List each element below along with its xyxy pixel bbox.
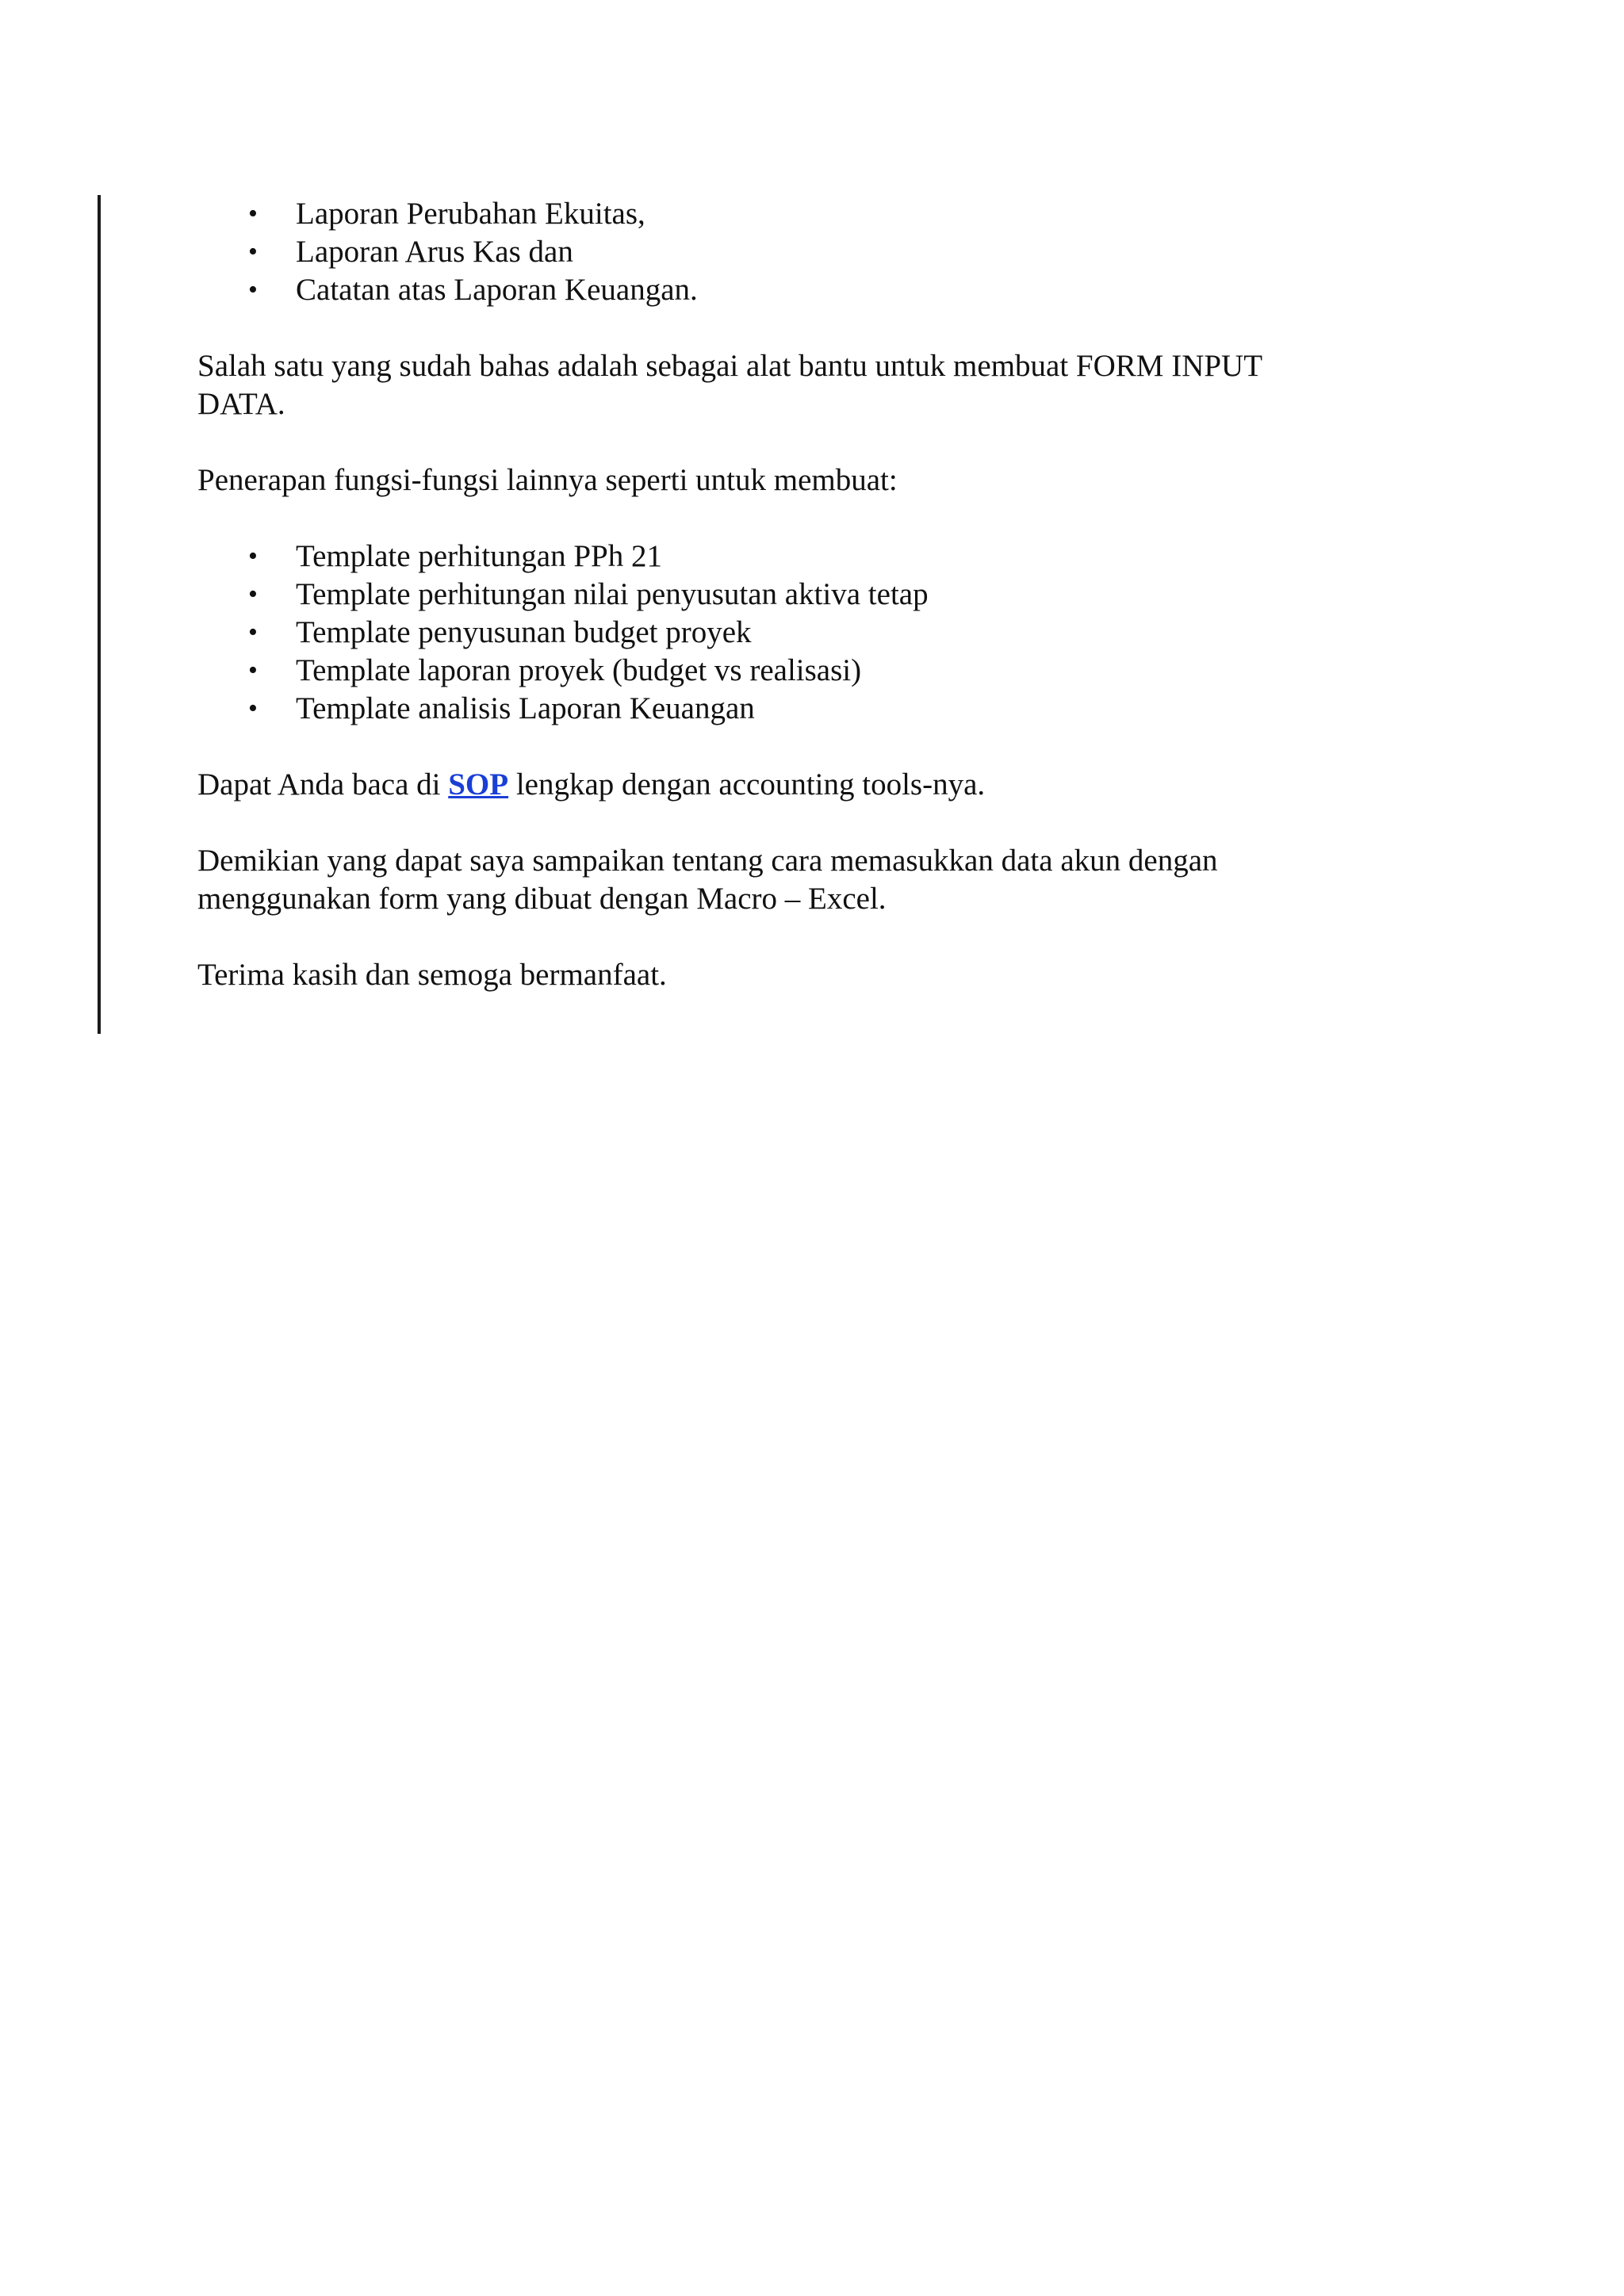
sop-link[interactable]: SOP [448,767,509,802]
list-item: • Template laporan proyek (budget vs realisasi) [197,652,1339,690]
list-item: • Template penyusunan budget proyek [197,614,1339,652]
revision-change-bar [98,195,101,1034]
paragraph-salah-satu: Salah satu yang sudah bahas adalah sebagai alat bantu untuk membuat FORM INPUT DATA. [197,349,1262,421]
bullet-icon: • [248,656,258,685]
paragraph-terima-kasih: Terima kasih dan semoga bermanfaat. [197,958,667,992]
list-item: • Template perhitungan nilai penyusutan aktiva tetap [197,576,1339,614]
bullet-icon: • [248,275,258,304]
paragraph-line: Demikian yang dapat saya sampaikan tentang cara memasukkan data akun dengan [197,844,1218,878]
list-item: • Template perhitungan PPh 21 [197,538,1339,576]
paragraph-penerapan: Penerapan fungsi-fungsi lainnya seperti untuk membuat: [197,463,898,497]
bullet-icon: • [248,580,258,609]
bullet-icon: • [248,618,258,647]
paragraph-dapat-anda-baca: Dapat Anda baca di SOP lengkap dengan accounting tools-nya. [197,767,986,802]
list-item: • Laporan Arus Kas dan [197,233,1339,271]
paragraph-demikian [197,842,1339,918]
list-item: • Catatan atas Laporan Keuangan. [197,271,1339,309]
bullet-icon: • [248,694,258,723]
paragraph-line: menggunakan form yang dibuat dengan Macro – Excel. [197,882,887,916]
list-item: • Laporan Perubahan Ekuitas, [197,195,1339,233]
bullet-icon: • [248,541,258,571]
bullet-icon: • [248,199,258,228]
list-item: • Template analisis Laporan Keuangan [197,690,1339,728]
template-list [197,538,1339,728]
bullet-icon: • [248,237,258,266]
document-body [197,195,1339,994]
report-list [197,195,1339,309]
